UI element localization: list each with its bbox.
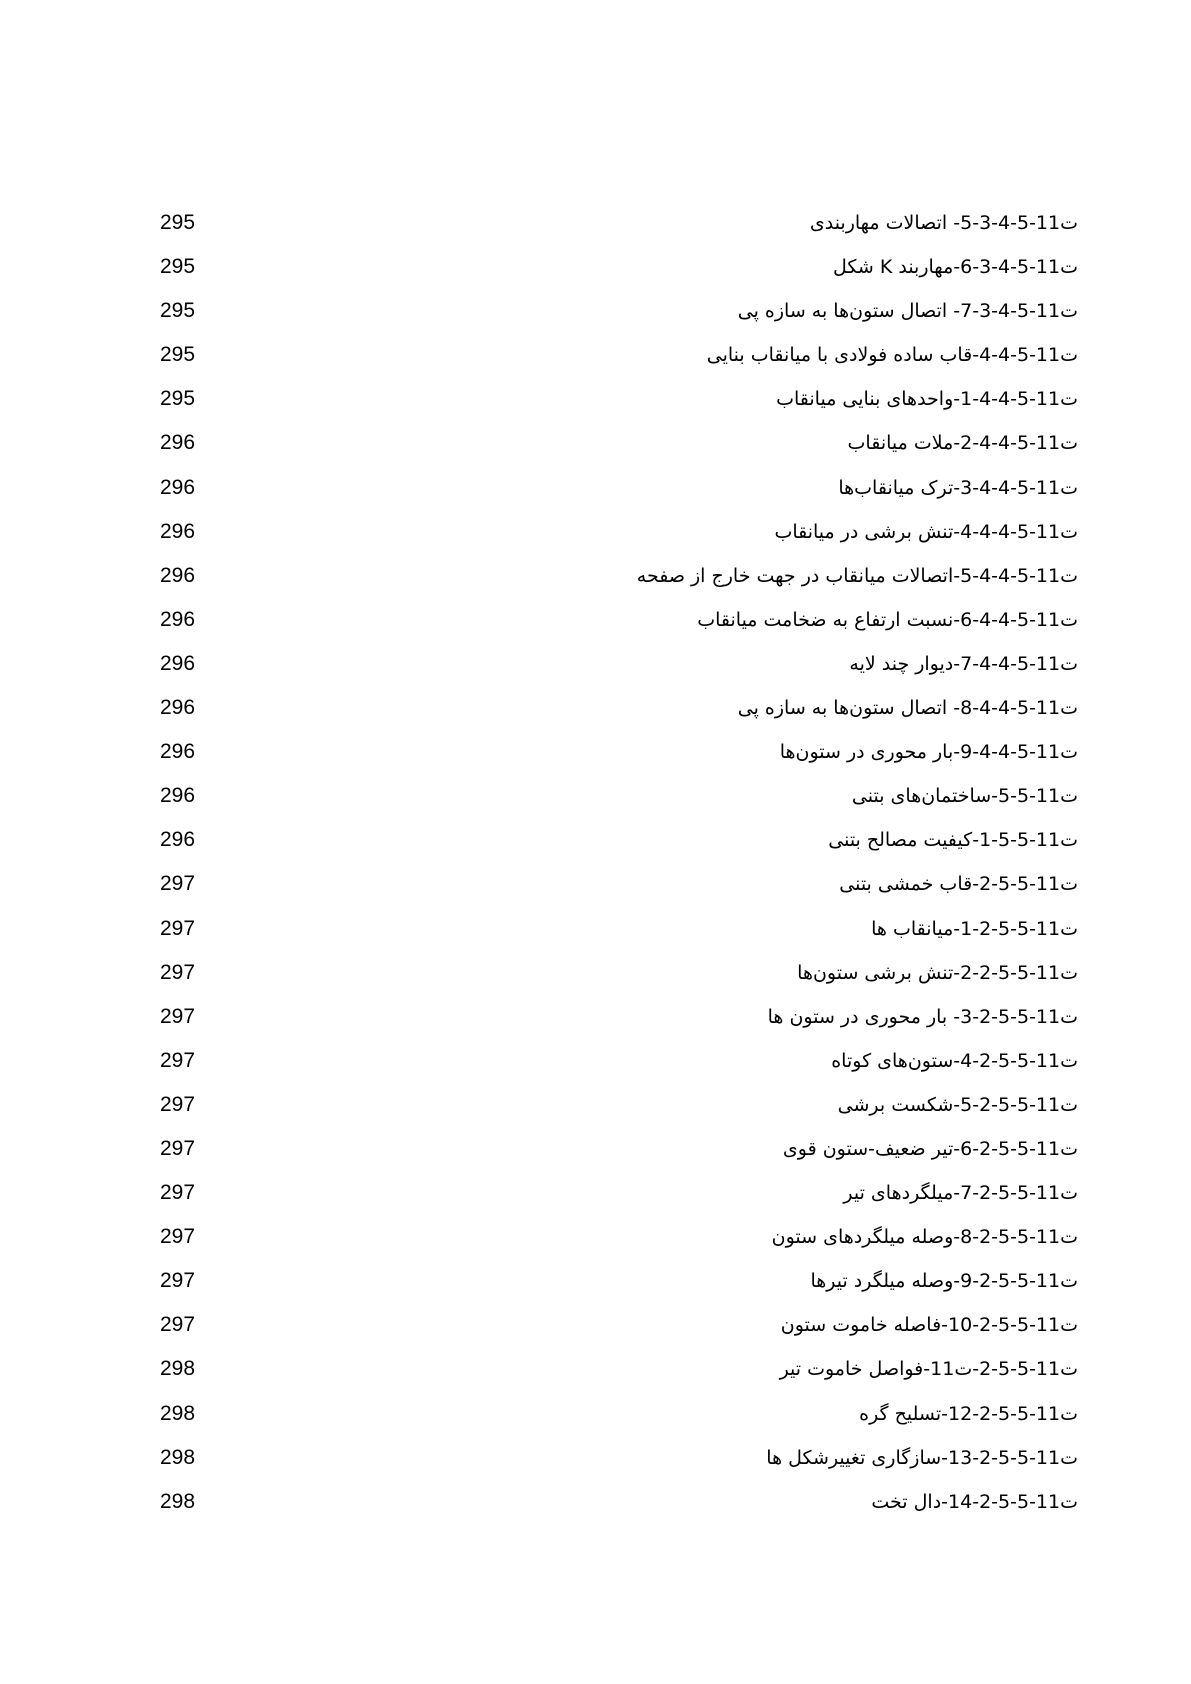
toc-entry <box>0 1401 1191 1445</box>
toc-entry-title: ت11-5-5-2-14-دال تخت <box>871 1490 1078 1513</box>
toc-entry-page: 296 <box>160 607 196 631</box>
toc-entry-title: ت11-5-4-4-3-ترک میانقاب‌ها <box>838 476 1078 499</box>
toc-entry <box>0 342 1191 386</box>
toc-entry-title: ت11-5-4-4-5-اتصالات میانقاب در جهت خارج از صفحه <box>636 564 1078 587</box>
toc-entry-page: 296 <box>160 519 196 543</box>
toc-entry <box>0 254 1191 298</box>
toc-entry-title: ت11-5-5-2-4-ستون‌های کوتاه <box>831 1049 1078 1072</box>
toc-entry-page: 298 <box>160 1357 196 1381</box>
toc-entry-page: 296 <box>160 828 196 852</box>
toc-entry-title: ت11-5-4-3-6-مهاربند K شکل <box>833 256 1078 279</box>
toc-entry-page: 296 <box>160 740 196 764</box>
toc-entry-title: ت11-5-5-2-13-سازگاری تغییرشکل ها <box>766 1446 1078 1469</box>
toc-entry <box>0 827 1191 871</box>
toc-entry-page: 296 <box>160 475 196 499</box>
toc-entry-title: ت11-5-5-2-قاب خمشی بتنی <box>839 873 1078 896</box>
toc-entry <box>0 871 1191 915</box>
toc-entry <box>0 916 1191 960</box>
toc-entry <box>0 1180 1191 1224</box>
toc-entry <box>0 475 1191 519</box>
toc-entry <box>0 607 1191 651</box>
toc-entry <box>0 739 1191 783</box>
toc-entry-title: ت11-5-5-2-3- بار محوری در ستون ها <box>767 1005 1078 1028</box>
toc-entry-title: ت11-5-5-ساختمان‌های بتنی <box>851 785 1078 808</box>
toc-entry-page: 297 <box>160 1181 196 1205</box>
toc-entry-title: ت11-5-4-4-8- اتصال ستون‌ها به سازه پی <box>737 697 1078 720</box>
toc-entry-title: ت11-5-5-2-6-تیر ضعیف-ستون قوی <box>782 1137 1078 1160</box>
toc-entry-page: 297 <box>160 916 196 940</box>
toc-entry <box>0 298 1191 342</box>
toc-entry <box>0 1356 1191 1400</box>
toc-entry-page: 295 <box>160 255 196 279</box>
toc-entry-title: ت11-5-4-4-2-ملات میانقاب <box>847 432 1078 455</box>
toc-entry-page: 297 <box>160 1092 196 1116</box>
toc-entry-page: 296 <box>160 784 196 808</box>
toc-entry-page: 297 <box>160 1225 196 1249</box>
toc-entry-page: 297 <box>160 1136 196 1160</box>
toc-entry-title: ت11-5-5-2-2-تنش برشی ستون‌ها <box>797 961 1078 984</box>
toc-entry-title: ت11-5-5-2-10-فاصله خاموت ستون <box>780 1314 1078 1337</box>
toc-entry <box>0 960 1191 1004</box>
toc-entry-title: ت11-5-4-4-7-دیوار چند لایه <box>849 652 1078 675</box>
toc-entry <box>0 783 1191 827</box>
toc-entry-page: 297 <box>160 1269 196 1293</box>
toc-entry-title: ت11-5-4-4-قاب ساده فولادی با میانقاب بنایی <box>706 344 1078 367</box>
toc-entry-title: ت11-5-5-2-ت11-فواصل خاموت تیر <box>779 1358 1078 1381</box>
toc-entry-title: ت11-5-4-4-9-بار محوری در ستون‌ها <box>779 741 1078 764</box>
toc-entry-title: ت11-5-5-1-کیفیت مصالح بتنی <box>828 829 1078 852</box>
toc-entry <box>0 1004 1191 1048</box>
toc-entry <box>0 695 1191 739</box>
toc-entry-page: 295 <box>160 211 196 234</box>
toc-entry <box>0 1489 1191 1533</box>
toc-entry-title: ت11-5-5-2-5-شکست برشی <box>837 1093 1078 1116</box>
toc-entry <box>0 1224 1191 1268</box>
toc-entry-page: 298 <box>160 1445 196 1469</box>
toc-entry-title: ت11-5-4-4-6-نسبت ارتفاع به ضخامت میانقاب <box>697 608 1078 631</box>
toc-entry <box>0 386 1191 430</box>
toc-entry-title: ت11-5-4-3-5- اتصالات مهاربندی <box>809 212 1078 234</box>
toc-entry-page: 296 <box>160 696 196 720</box>
toc-entry <box>0 563 1191 607</box>
toc-entry <box>0 210 1191 254</box>
toc-entry-page: 295 <box>160 299 196 323</box>
toc-entry <box>0 651 1191 695</box>
toc-entry-title: ت11-5-4-3-7- اتصال ستون‌ها به سازه پی <box>737 300 1078 323</box>
toc-entry-page: 295 <box>160 387 196 411</box>
toc-entry-title: ت11-5-5-2-1-میانقاب ها <box>871 917 1078 940</box>
toc-entry <box>0 1445 1191 1489</box>
toc-entry-page: 298 <box>160 1401 196 1425</box>
toc-entry-page: 297 <box>160 1004 196 1028</box>
toc-entry-title: ت11-5-4-4-4-تنش برشی در میانقاب <box>774 520 1078 543</box>
toc-entry <box>0 1136 1191 1180</box>
toc-entry <box>0 1048 1191 1092</box>
toc-entry-page: 297 <box>160 1048 196 1072</box>
toc-entry-page: 297 <box>160 1313 196 1337</box>
toc-entry-title: ت11-5-5-2-7-میلگردهای تیر <box>843 1182 1078 1205</box>
table-of-contents <box>0 210 1191 1533</box>
toc-entry-page: 296 <box>160 431 196 455</box>
toc-entry-page: 295 <box>160 343 196 367</box>
toc-entry-title: ت11-5-5-2-12-تسلیح گره <box>859 1402 1078 1425</box>
toc-entry <box>0 519 1191 563</box>
toc-entry <box>0 430 1191 474</box>
toc-entry-title: ت11-5-5-2-9-وصله میلگرد تیرها <box>810 1270 1078 1293</box>
toc-entry-page: 297 <box>160 872 196 896</box>
toc-entry <box>0 1268 1191 1312</box>
toc-entry-page: 298 <box>160 1489 196 1513</box>
toc-entry-page: 297 <box>160 960 196 984</box>
toc-entry-page: 296 <box>160 563 196 587</box>
toc-entry-page: 296 <box>160 651 196 675</box>
toc-entry-title: ت11-5-5-2-8-وصله میلگردهای ستون <box>771 1226 1078 1249</box>
toc-entry <box>0 1092 1191 1136</box>
toc-entry <box>0 1312 1191 1356</box>
toc-entry-title: ت11-5-4-4-1-واحدهای بنایی میانقاب <box>776 388 1078 411</box>
